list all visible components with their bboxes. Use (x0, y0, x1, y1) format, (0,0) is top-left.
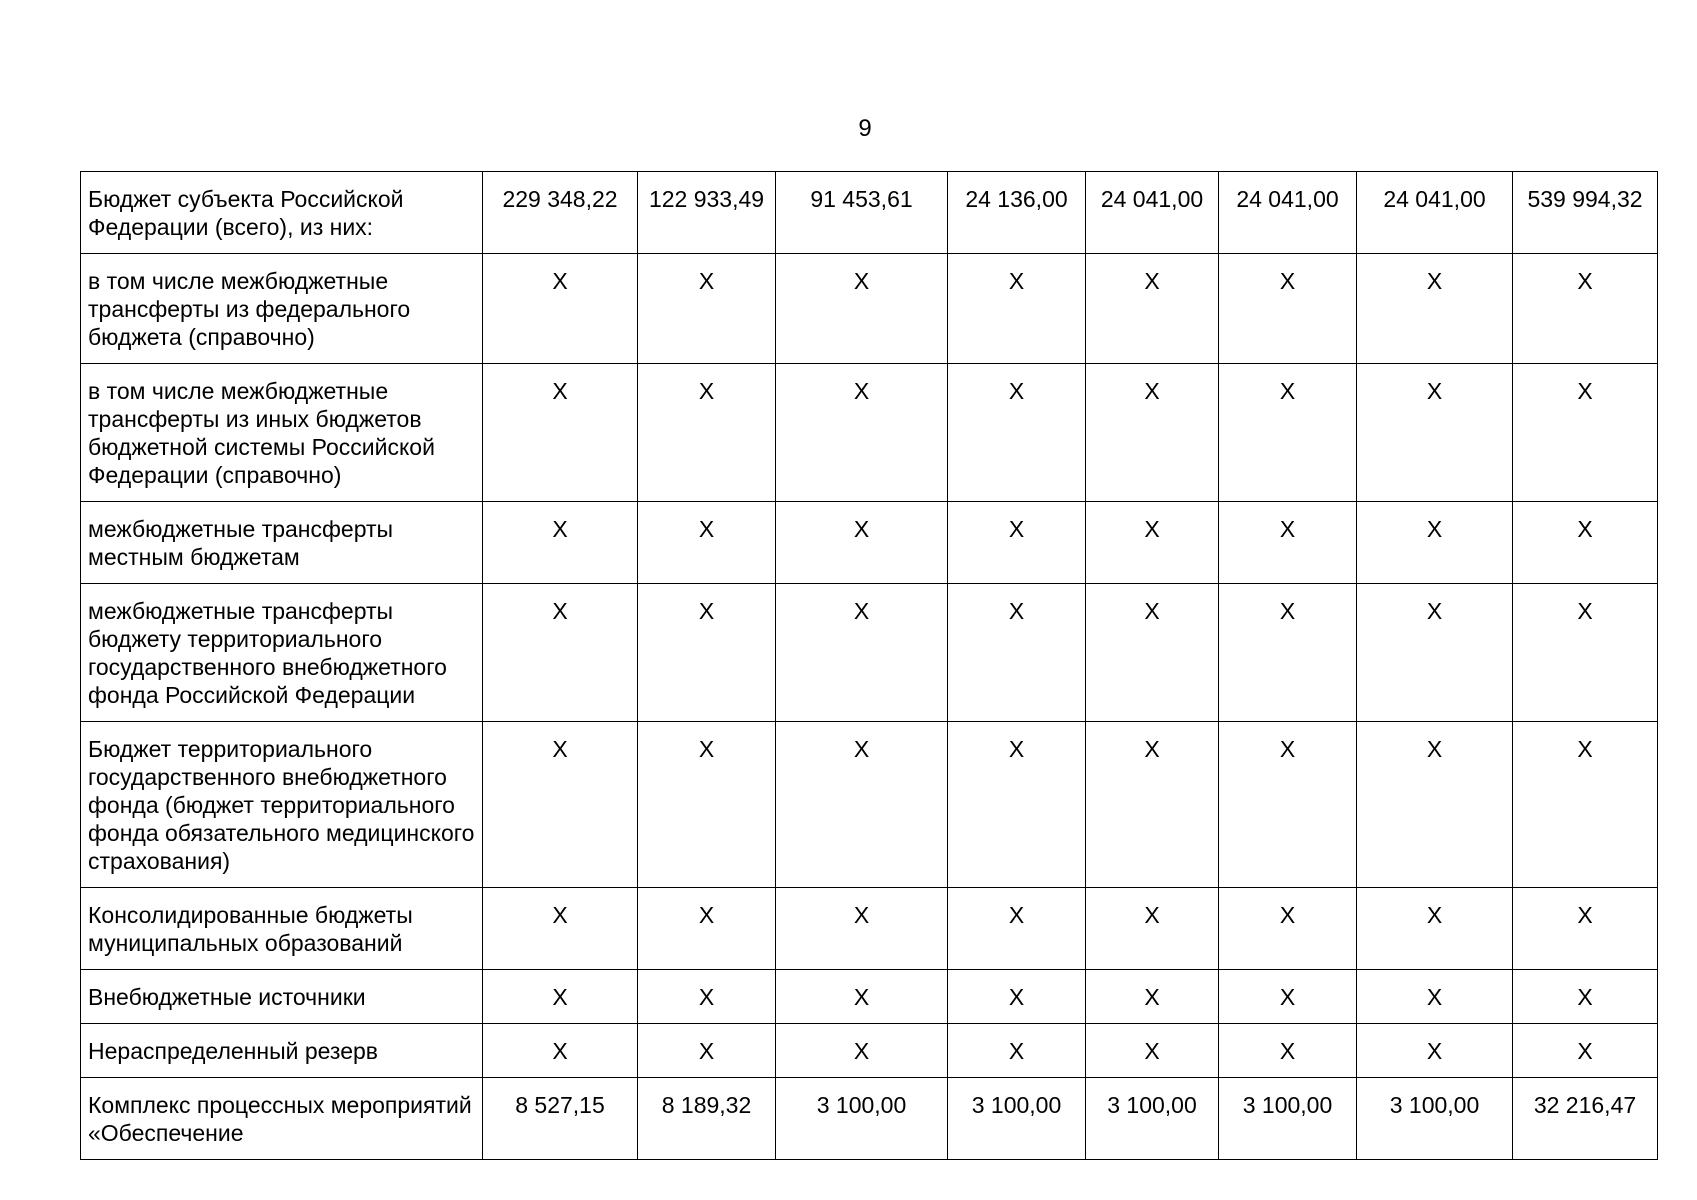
table-cell: 24 041,00 (1357, 172, 1513, 254)
table-cell: X (1219, 970, 1357, 1024)
table-cell: X (948, 364, 1086, 502)
table-cell: X (776, 888, 948, 970)
table-row (81, 1078, 1658, 1160)
row-label: Бюджет территориального государственного внебюджетного фонда (бюджет территориального фонда обязательного медицинского страхования) (81, 722, 483, 888)
table-cell: X (638, 1024, 776, 1078)
table-cell: 539 994,32 (1513, 172, 1658, 254)
table-cell: X (1219, 888, 1357, 970)
table-cell: X (776, 1024, 948, 1078)
row-label: межбюджетные трансферты местным бюджетам (81, 502, 483, 584)
table-cell: X (1357, 584, 1513, 722)
table-cell: X (1357, 254, 1513, 364)
table-cell: X (1357, 970, 1513, 1024)
row-label: Внебюджетные источники (81, 970, 483, 1024)
table-cell: X (483, 1024, 638, 1078)
table-cell: X (1086, 722, 1219, 888)
table-cell: X (638, 888, 776, 970)
row-label: в том числе межбюджетные трансферты из иных бюджетов бюджетной системы Российской Федерации (справочно) (81, 364, 483, 502)
table-cell: X (776, 502, 948, 584)
table-cell: X (1086, 970, 1219, 1024)
table-cell: X (638, 722, 776, 888)
table-cell: 91 453,61 (776, 172, 948, 254)
table-cell: X (483, 502, 638, 584)
table-cell: X (483, 722, 638, 888)
table-cell: X (948, 584, 1086, 722)
table-cell: X (948, 502, 1086, 584)
table-row (81, 888, 1658, 970)
table-row (81, 254, 1658, 364)
table-cell: 8 189,32 (638, 1078, 776, 1160)
row-label: Бюджет субъекта Российской Федерации (всего), из них: (81, 172, 483, 254)
table-cell: X (1219, 584, 1357, 722)
table-cell: X (1086, 584, 1219, 722)
table-cell: X (776, 364, 948, 502)
row-label: Комплекс процессных мероприятий «Обеспечение (81, 1078, 483, 1160)
table-row (81, 1024, 1658, 1078)
table-cell: X (638, 364, 776, 502)
table-cell: X (1513, 254, 1658, 364)
table-cell: X (483, 364, 638, 502)
table-row (81, 722, 1658, 888)
table-row (81, 502, 1658, 584)
table-cell: X (638, 584, 776, 722)
page-number: 9 (858, 115, 872, 142)
table-cell: X (1219, 502, 1357, 584)
table-cell: X (1513, 584, 1658, 722)
table-cell: X (1357, 888, 1513, 970)
table-cell: 229 348,22 (483, 172, 638, 254)
table-cell: X (483, 970, 638, 1024)
table-cell: X (1357, 364, 1513, 502)
table-cell: X (776, 584, 948, 722)
table-cell: 122 933,49 (638, 172, 776, 254)
table-cell: X (948, 888, 1086, 970)
table-row (81, 172, 1658, 254)
table-cell: 3 100,00 (1357, 1078, 1513, 1160)
row-label: Консолидированные бюджеты муниципальных образований (81, 888, 483, 970)
table-cell: X (1219, 364, 1357, 502)
table-cell: X (1513, 888, 1658, 970)
table-cell: X (483, 254, 638, 364)
table-cell: 24 041,00 (1086, 172, 1219, 254)
table-cell: 3 100,00 (1219, 1078, 1357, 1160)
table-cell: X (638, 254, 776, 364)
table-cell: 24 136,00 (948, 172, 1086, 254)
table-cell: X (1219, 254, 1357, 364)
table-cell: X (1219, 1024, 1357, 1078)
table-cell: X (776, 722, 948, 888)
table-cell: X (1357, 1024, 1513, 1078)
table-cell: X (1513, 970, 1658, 1024)
row-label: в том числе межбюджетные трансферты из федерального бюджета (справочно) (81, 254, 483, 364)
table-cell: X (1513, 722, 1658, 888)
table-cell: X (483, 888, 638, 970)
table-cell: X (776, 970, 948, 1024)
table-cell: X (1357, 502, 1513, 584)
table-cell: X (483, 584, 638, 722)
table-cell: X (1513, 1024, 1658, 1078)
table-cell: X (776, 254, 948, 364)
table-cell: 3 100,00 (948, 1078, 1086, 1160)
table-cell: 24 041,00 (1219, 172, 1357, 254)
table-row (81, 364, 1658, 502)
table-cell: X (1513, 364, 1658, 502)
table-cell: X (948, 1024, 1086, 1078)
table-row (81, 970, 1658, 1024)
table-row (81, 584, 1658, 722)
table-cell: X (948, 722, 1086, 888)
table-cell: X (638, 970, 776, 1024)
table-cell: X (948, 970, 1086, 1024)
table-cell: X (1513, 502, 1658, 584)
table-cell: 3 100,00 (776, 1078, 948, 1160)
table-cell: X (1086, 364, 1219, 502)
table-cell: 8 527,15 (483, 1078, 638, 1160)
table-cell: X (1086, 1024, 1219, 1078)
table-cell: X (638, 502, 776, 584)
table-cell: 3 100,00 (1086, 1078, 1219, 1160)
budget-table (80, 171, 1658, 1160)
table-cell: X (1357, 722, 1513, 888)
table-cell: 32 216,47 (1513, 1078, 1658, 1160)
row-label: Нераспределенный резерв (81, 1024, 483, 1078)
row-label: межбюджетные трансферты бюджету территориального государственного внебюджетного фонда Российской Федерации (81, 584, 483, 722)
table-cell: X (1086, 254, 1219, 364)
table-cell: X (948, 254, 1086, 364)
table-cell: X (1086, 502, 1219, 584)
table-cell: X (1219, 722, 1357, 888)
table-cell: X (1086, 888, 1219, 970)
